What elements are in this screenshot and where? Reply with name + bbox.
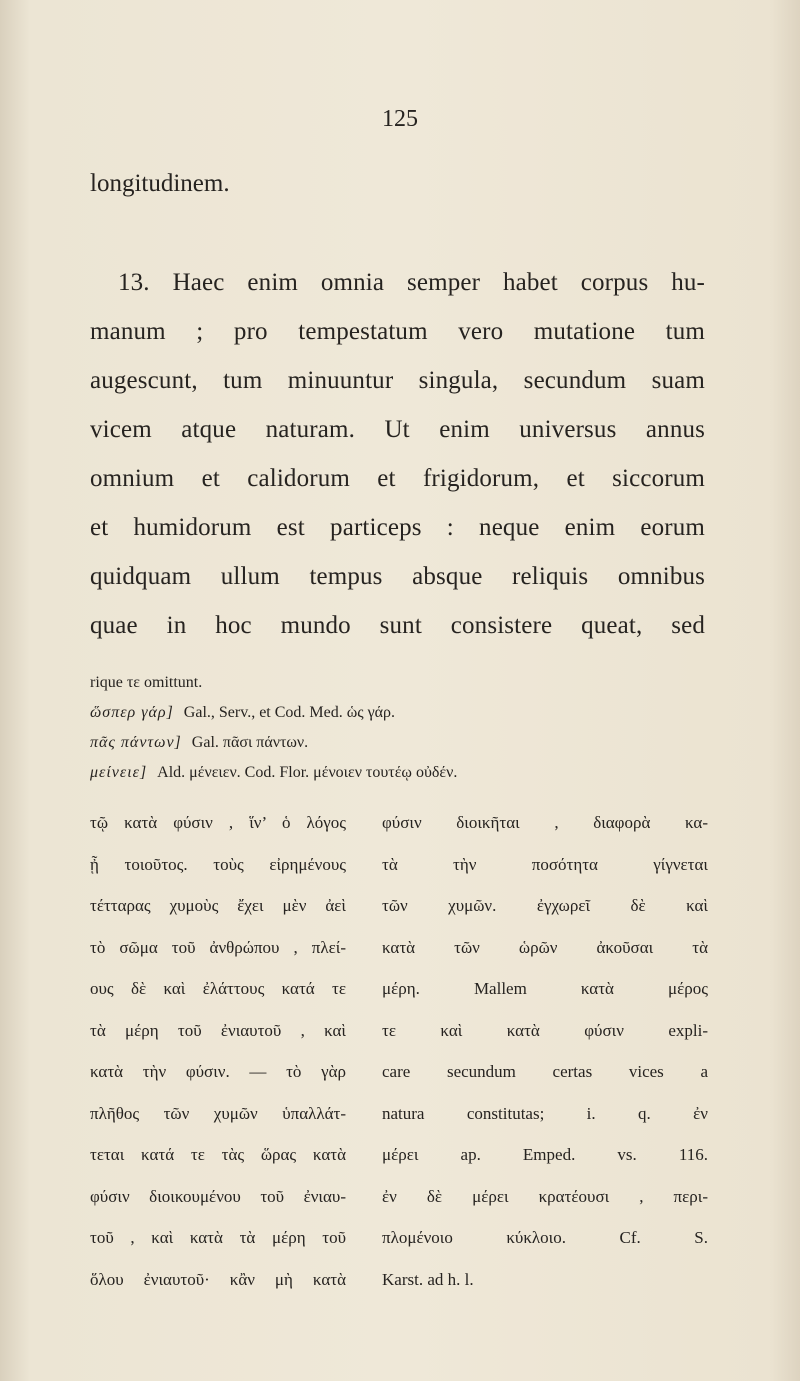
main-text-line: vicem atque naturam. Ut enim universus annus — [90, 416, 705, 443]
commentary-line: ους δὲ καὶ ἐλάττους κατά τε — [90, 979, 346, 998]
commentary-line: τοῦ , καὶ κατὰ τὰ μέρη τοῦ — [90, 1228, 346, 1247]
commentary-line: τὰ μέρη τοῦ ἐνιαυτοῦ , καὶ — [90, 1020, 346, 1040]
commentary-line: τεται κατά τε τὰς ὥρας κατὰ — [90, 1145, 346, 1164]
apparatus-lemma: μείνειε] — [90, 764, 148, 781]
critical-apparatus — [90, 668, 730, 788]
apparatus-lemma: πᾶς πάντων] — [90, 734, 182, 751]
commentary-line: care secundum certas vices a — [382, 1062, 708, 1081]
commentary-line: ὅλου ἐνιαυτοῦ· κἂν μὴ κατὰ — [90, 1269, 346, 1289]
main-text-line: quae in hoc mundo sunt consistere queat, sed — [90, 612, 705, 639]
commentary-left-column — [90, 802, 346, 1300]
commentary-line: τε καὶ κατὰ φύσιν expli- — [382, 1020, 708, 1040]
apparatus-line: rique τε omittunt. — [90, 674, 203, 691]
commentary-line: φύσιν διοικουμένου τοῦ ἐνιαυ- — [90, 1186, 346, 1206]
main-text-block — [90, 258, 705, 650]
commentary-line: natura constitutas; i. q. ἐν — [382, 1103, 708, 1123]
carried-over-word: longitudinem. — [90, 170, 230, 197]
apparatus-lemma: ὥσπερ γάρ] — [90, 704, 174, 721]
commentary-right-column — [382, 802, 708, 1300]
commentary-line: μέρη. Mallem κατὰ μέρος — [382, 979, 708, 998]
commentary-line: κατὰ τὴν φύσιν. — τὸ γὰρ — [90, 1062, 346, 1081]
commentary-line: ἐν δὲ μέρει κρατέουσι , περι- — [382, 1186, 708, 1206]
page-number: 125 — [382, 106, 418, 132]
commentary-line: ᾖ τοιοῦτος. τοὺς εἰρημένους — [90, 854, 346, 874]
apparatus-line — [90, 698, 730, 728]
apparatus-reading: Gal. πᾶσι πάντων. — [191, 734, 309, 751]
commentary-line: τῷ κατὰ φύσιν , ἵν’ ὁ λόγος — [90, 813, 346, 832]
main-text-line: manum ; pro tempestatum vero mutatione tum — [90, 318, 705, 345]
commentary-line: τῶν χυμῶν. ἐγχωρεῖ δὲ καὶ — [382, 896, 708, 915]
commentary-line: φύσιν διοικῆται , διαφορὰ κα- — [382, 813, 708, 832]
commentary-line: τὰ τὴν ποσότητα γίγνεται — [382, 854, 708, 874]
main-text-line: 13. Haec enim omnia semper habet corpus hu- — [118, 269, 705, 296]
commentary-line: πλῆθος τῶν χυμῶν ὑπαλλάτ- — [90, 1103, 346, 1123]
commentary-line: τέτταρας χυμοὺς ἔχει μὲν ἀεὶ — [90, 896, 346, 915]
main-text-line: omnium et calidorum et frigidorum, et siccorum — [90, 465, 705, 492]
apparatus-line — [90, 758, 730, 788]
main-text-line: augescunt, tum minuuntur singula, secundum suam — [90, 367, 705, 394]
main-text-line: et humidorum est particeps : neque enim eorum — [90, 514, 705, 541]
commentary-line: μέρει ap. Emped. vs. 116. — [382, 1145, 708, 1164]
commentary-line: Karst. ad h. l. — [382, 1269, 474, 1289]
apparatus-reading: Gal., Serv., et Cod. Med. ὡς γάρ. — [183, 704, 396, 721]
main-text-line: quidquam ullum tempus absque reliquis omnibus — [90, 563, 705, 590]
apparatus-reading: Ald. μένειεν. Cod. Flor. μένοιεν τουτέῳ οὐδέν. — [157, 764, 458, 781]
commentary-line: πλομένοιο κύκλοιο. Cf. S. — [382, 1228, 708, 1247]
commentary-line: τὸ σῶμα τοῦ ἀνθρώπου , πλεί- — [90, 937, 346, 957]
apparatus-line — [90, 728, 730, 758]
commentary-line: κατὰ τῶν ὡρῶν ἀκοῦσαι τὰ — [382, 937, 708, 957]
